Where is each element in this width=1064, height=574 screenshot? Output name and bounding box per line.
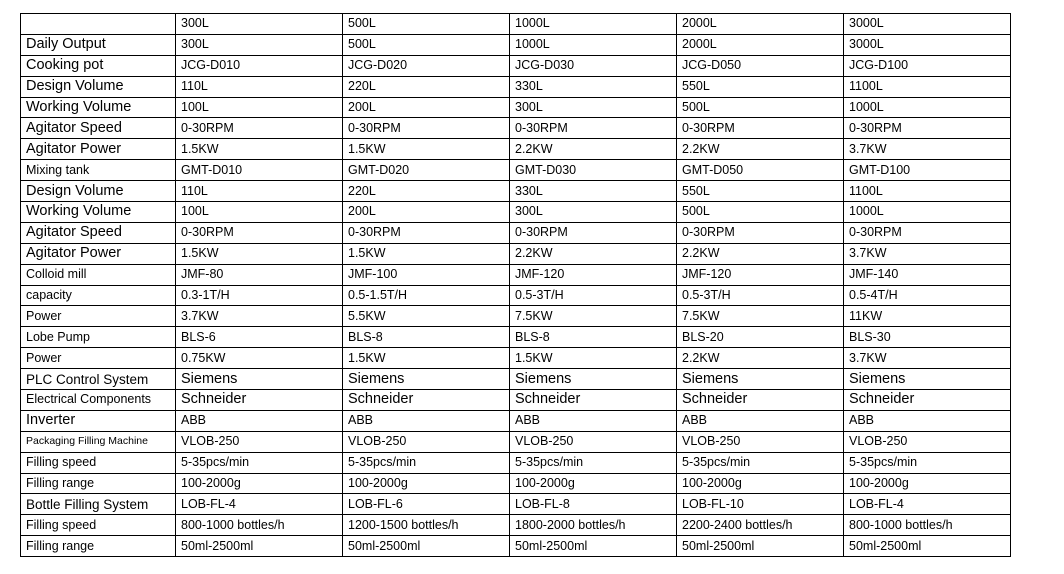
table-row	[21, 536, 1011, 557]
table-cell: 7.5KW	[510, 306, 677, 327]
table-cell: 800-1000 bottles/h	[176, 515, 343, 536]
table-cell: 220L	[343, 181, 510, 202]
table-cell: 100-2000g	[677, 473, 844, 494]
row-label: Agitator Speed	[21, 118, 176, 139]
table-row	[21, 327, 1011, 348]
table-cell: 0-30RPM	[677, 222, 844, 243]
table-cell: 50ml-2500ml	[343, 536, 510, 557]
table-cell: 550L	[677, 181, 844, 202]
row-label: Bottle Filling System	[21, 494, 176, 515]
table-cell: 11KW	[844, 306, 1011, 327]
table-cell: 100-2000g	[510, 473, 677, 494]
table-cell: Schneider	[844, 390, 1011, 411]
table-cell: Siemens	[510, 369, 677, 390]
table-cell: Schneider	[343, 390, 510, 411]
table-cell: ABB	[844, 410, 1011, 431]
table-cell: 0-30RPM	[343, 118, 510, 139]
table-row	[21, 494, 1011, 515]
table-cell: JCG-D030	[510, 55, 677, 76]
table-cell: 1200-1500 bottles/h	[343, 515, 510, 536]
table-cell: LOB-FL-4	[844, 494, 1011, 515]
table-cell: 0.5-1.5T/H	[343, 285, 510, 306]
row-label: PLC Control System	[21, 369, 176, 390]
table-cell: 1.5KW	[176, 243, 343, 264]
row-label: Working Volume	[21, 97, 176, 118]
table-cell: 1.5KW	[176, 139, 343, 160]
header-row	[21, 14, 1011, 35]
table-cell: VLOB-250	[844, 431, 1011, 452]
table-row	[21, 369, 1011, 390]
table-cell: 3.7KW	[844, 139, 1011, 160]
table-cell: 2.2KW	[677, 139, 844, 160]
table-row	[21, 243, 1011, 264]
table-row	[21, 306, 1011, 327]
header-cell: 1000L	[510, 14, 677, 35]
table-cell: 5-35pcs/min	[677, 452, 844, 473]
table-cell: 1100L	[844, 76, 1011, 97]
table-cell: 100-2000g	[343, 473, 510, 494]
table-row	[21, 390, 1011, 411]
table-cell: ABB	[343, 410, 510, 431]
table-row	[21, 222, 1011, 243]
table-row	[21, 285, 1011, 306]
table-cell: GMT-D010	[176, 160, 343, 181]
table-cell: 300L	[176, 34, 343, 55]
table-cell: 0-30RPM	[343, 222, 510, 243]
table-cell: BLS-20	[677, 327, 844, 348]
row-label: Agitator Power	[21, 139, 176, 160]
table-cell: 5-35pcs/min	[844, 452, 1011, 473]
table-cell: JMF-140	[844, 264, 1011, 285]
table-cell: GMT-D100	[844, 160, 1011, 181]
table-row	[21, 431, 1011, 452]
table-cell: BLS-8	[510, 327, 677, 348]
table-cell: 50ml-2500ml	[844, 536, 1011, 557]
table-row	[21, 348, 1011, 369]
table-cell: Siemens	[343, 369, 510, 390]
table-cell: ABB	[510, 410, 677, 431]
row-label: Packaging Filling Machine	[21, 431, 176, 452]
table-cell: LOB-FL-4	[176, 494, 343, 515]
table-cell: JMF-120	[677, 264, 844, 285]
header-cell: 3000L	[844, 14, 1011, 35]
table-cell: 200L	[343, 202, 510, 223]
table-cell: 800-1000 bottles/h	[844, 515, 1011, 536]
table-cell: 0-30RPM	[677, 118, 844, 139]
table-cell: 110L	[176, 76, 343, 97]
table-cell: 5-35pcs/min	[343, 452, 510, 473]
table-cell: 0.3-1T/H	[176, 285, 343, 306]
table-row	[21, 55, 1011, 76]
table-cell: 1.5KW	[510, 348, 677, 369]
row-label: Filling range	[21, 473, 176, 494]
table-cell: 100-2000g	[844, 473, 1011, 494]
table-cell: 500L	[343, 34, 510, 55]
spec-table	[20, 13, 1011, 557]
header-cell-corner	[21, 14, 176, 35]
spec-table-body	[21, 14, 1011, 557]
table-row	[21, 97, 1011, 118]
table-cell: JCG-D100	[844, 55, 1011, 76]
table-cell: 2200-2400 bottles/h	[677, 515, 844, 536]
row-label: Agitator Speed	[21, 222, 176, 243]
table-cell: 500L	[677, 97, 844, 118]
table-cell: 330L	[510, 76, 677, 97]
table-cell: LOB-FL-6	[343, 494, 510, 515]
table-cell: 2.2KW	[510, 243, 677, 264]
table-cell: BLS-8	[343, 327, 510, 348]
table-cell: 7.5KW	[677, 306, 844, 327]
table-cell: 300L	[510, 202, 677, 223]
table-row	[21, 139, 1011, 160]
table-cell: JMF-80	[176, 264, 343, 285]
table-cell: 100-2000g	[176, 473, 343, 494]
table-cell: 500L	[677, 202, 844, 223]
table-row	[21, 160, 1011, 181]
table-cell: JMF-120	[510, 264, 677, 285]
row-label: Design Volume	[21, 76, 176, 97]
table-cell: 0.75KW	[176, 348, 343, 369]
row-label: capacity	[21, 285, 176, 306]
row-label: Power	[21, 306, 176, 327]
row-label: Power	[21, 348, 176, 369]
table-cell: 0-30RPM	[510, 222, 677, 243]
table-cell: 0-30RPM	[844, 118, 1011, 139]
table-cell: 200L	[343, 97, 510, 118]
row-label: Electrical Components	[21, 390, 176, 411]
table-cell: 0.5-3T/H	[677, 285, 844, 306]
table-row	[21, 34, 1011, 55]
table-row	[21, 452, 1011, 473]
table-cell: Schneider	[677, 390, 844, 411]
table-cell: JCG-D010	[176, 55, 343, 76]
table-cell: 50ml-2500ml	[176, 536, 343, 557]
table-cell: 300L	[510, 97, 677, 118]
table-row	[21, 202, 1011, 223]
table-cell: 0-30RPM	[176, 222, 343, 243]
table-row	[21, 515, 1011, 536]
table-cell: 1000L	[844, 97, 1011, 118]
table-cell: 2.2KW	[510, 139, 677, 160]
row-label: Design Volume	[21, 181, 176, 202]
table-cell: JMF-100	[343, 264, 510, 285]
table-cell: VLOB-250	[510, 431, 677, 452]
table-cell: Siemens	[844, 369, 1011, 390]
header-cell: 2000L	[677, 14, 844, 35]
table-cell: 5-35pcs/min	[176, 452, 343, 473]
table-cell: 50ml-2500ml	[677, 536, 844, 557]
table-cell: GMT-D030	[510, 160, 677, 181]
table-cell: ABB	[677, 410, 844, 431]
table-cell: 1.5KW	[343, 243, 510, 264]
table-row	[21, 473, 1011, 494]
table-row	[21, 264, 1011, 285]
table-row	[21, 410, 1011, 431]
row-label: Inverter	[21, 410, 176, 431]
table-cell: 2.2KW	[677, 348, 844, 369]
table-cell: 2.2KW	[677, 243, 844, 264]
header-cell: 300L	[176, 14, 343, 35]
table-cell: 3000L	[844, 34, 1011, 55]
table-cell: 0.5-4T/H	[844, 285, 1011, 306]
table-cell: GMT-D020	[343, 160, 510, 181]
table-cell: 1000L	[510, 34, 677, 55]
table-cell: 2000L	[677, 34, 844, 55]
table-cell: 5-35pcs/min	[510, 452, 677, 473]
table-cell: 1100L	[844, 181, 1011, 202]
table-cell: Siemens	[677, 369, 844, 390]
row-label: Filling speed	[21, 515, 176, 536]
row-label: Filling speed	[21, 452, 176, 473]
table-cell: 1.5KW	[343, 139, 510, 160]
table-cell: 550L	[677, 76, 844, 97]
row-label: Mixing tank	[21, 160, 176, 181]
table-cell: 0-30RPM	[510, 118, 677, 139]
table-cell: BLS-30	[844, 327, 1011, 348]
header-cell: 500L	[343, 14, 510, 35]
table-cell: ABB	[176, 410, 343, 431]
table-cell: JCG-D020	[343, 55, 510, 76]
table-cell: 0.5-3T/H	[510, 285, 677, 306]
row-label: Colloid mill	[21, 264, 176, 285]
table-cell: LOB-FL-8	[510, 494, 677, 515]
table-cell: Schneider	[510, 390, 677, 411]
row-label: Daily Output	[21, 34, 176, 55]
table-cell: JCG-D050	[677, 55, 844, 76]
table-row	[21, 181, 1011, 202]
row-label: Lobe Pump	[21, 327, 176, 348]
table-cell: 330L	[510, 181, 677, 202]
table-cell: 1000L	[844, 202, 1011, 223]
row-label: Working Volume	[21, 202, 176, 223]
table-cell: VLOB-250	[343, 431, 510, 452]
table-cell: Schneider	[176, 390, 343, 411]
row-label: Agitator Power	[21, 243, 176, 264]
table-cell: 220L	[343, 76, 510, 97]
table-cell: 5.5KW	[343, 306, 510, 327]
table-cell: 1.5KW	[343, 348, 510, 369]
table-cell: 3.7KW	[844, 348, 1011, 369]
table-cell: BLS-6	[176, 327, 343, 348]
table-cell: VLOB-250	[176, 431, 343, 452]
table-cell: GMT-D050	[677, 160, 844, 181]
table-cell: 110L	[176, 181, 343, 202]
table-cell: 100L	[176, 202, 343, 223]
table-cell: 0-30RPM	[176, 118, 343, 139]
table-cell: 3.7KW	[844, 243, 1011, 264]
table-cell: 50ml-2500ml	[510, 536, 677, 557]
table-cell: 3.7KW	[176, 306, 343, 327]
row-label: Filling range	[21, 536, 176, 557]
table-cell: VLOB-250	[677, 431, 844, 452]
table-row	[21, 76, 1011, 97]
table-cell: 0-30RPM	[844, 222, 1011, 243]
table-cell: 1800-2000 bottles/h	[510, 515, 677, 536]
table-cell: Siemens	[176, 369, 343, 390]
table-cell: LOB-FL-10	[677, 494, 844, 515]
table-row	[21, 118, 1011, 139]
table-cell: 100L	[176, 97, 343, 118]
row-label: Cooking pot	[21, 55, 176, 76]
